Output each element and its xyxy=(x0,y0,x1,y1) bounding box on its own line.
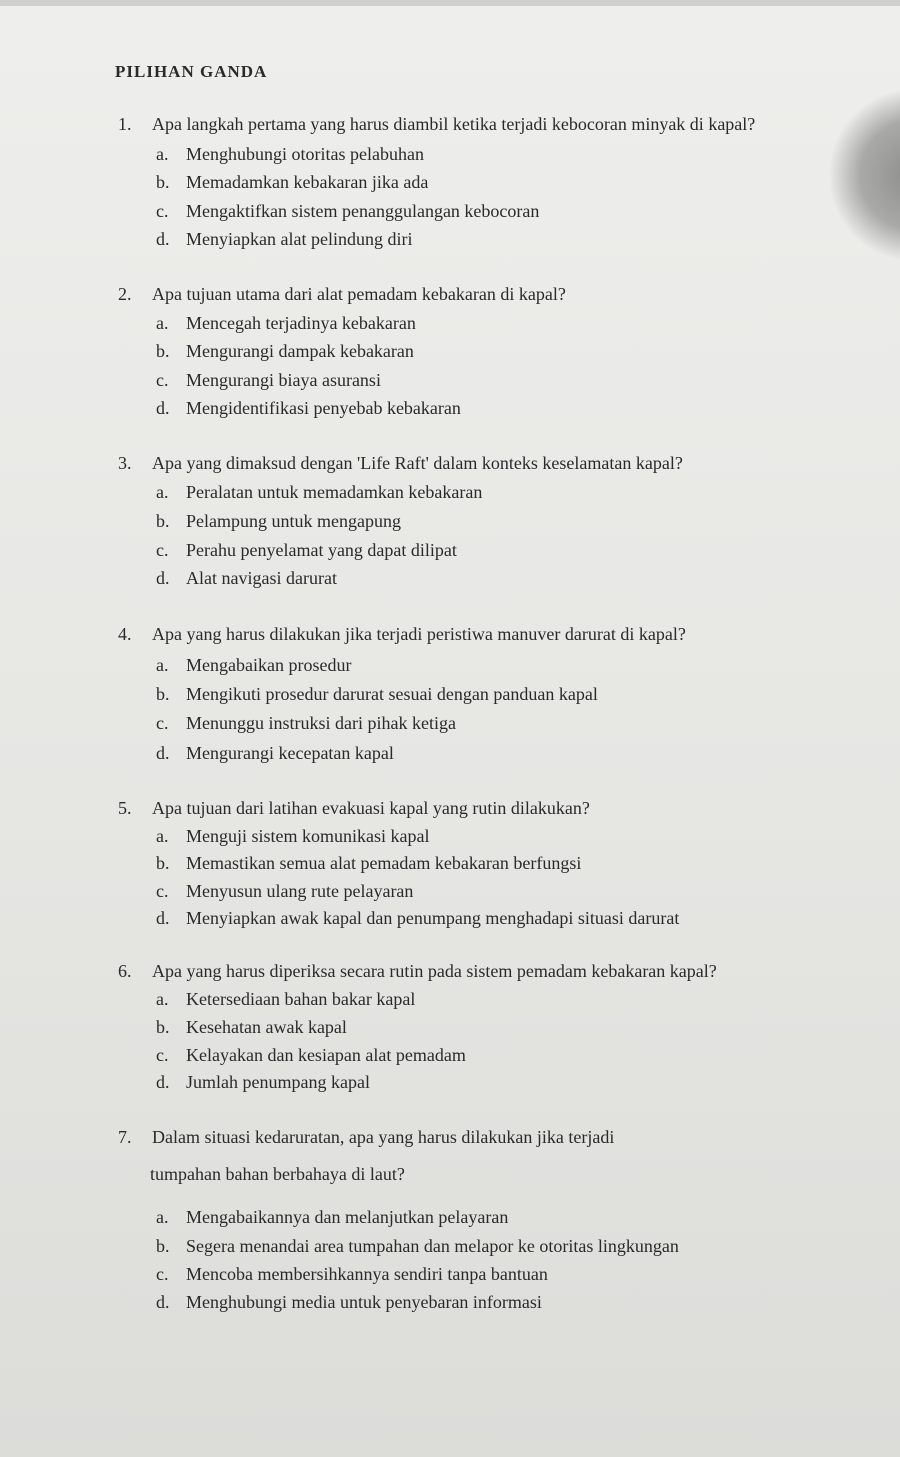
option-3c: c. Perahu penyelamat yang dapat dilipat xyxy=(156,540,457,560)
option-2b: b. Mengurangi dampak kebakaran xyxy=(156,341,414,361)
question-number: 2. xyxy=(118,284,132,304)
option-5c: c. Menyusun ulang rute pelayaran xyxy=(156,881,414,901)
option-4c: c. Menunggu instruksi dari pihak ketiga xyxy=(156,713,456,733)
question-number: 4. xyxy=(118,624,132,644)
question-3 xyxy=(118,453,683,474)
section-heading: PILIHAN GANDA xyxy=(115,62,268,81)
option-5b: b. Memastikan semua alat pemadam kebakaran berfungsi xyxy=(156,853,582,873)
question-text: Apa yang harus dilakukan jika terjadi peristiwa manuver darurat di kapal? xyxy=(152,624,686,644)
question-1 xyxy=(118,114,755,135)
option-1b: b. Memadamkan kebakaran jika ada xyxy=(156,172,429,192)
question-4 xyxy=(118,624,686,645)
question-number: 7. xyxy=(118,1127,132,1147)
question-number: 1. xyxy=(118,114,132,134)
option-6b: b. Kesehatan awak kapal xyxy=(156,1017,347,1037)
option-1c: c. Mengaktifkan sistem penanggulangan kebocoran xyxy=(156,201,540,221)
question-7 xyxy=(118,1127,614,1148)
question-number: 3. xyxy=(118,453,132,473)
page-edge xyxy=(0,0,900,6)
option-7c: c. Mencoba membersihkannya sendiri tanpa bantuan xyxy=(156,1264,548,1284)
question-number: 5. xyxy=(118,798,132,818)
option-4a: a. Mengabaikan prosedur xyxy=(156,655,352,675)
option-5a: a. Menguji sistem komunikasi kapal xyxy=(156,826,430,846)
question-text: Apa langkah pertama yang harus diambil ketika terjadi kebocoran minyak di kapal? xyxy=(152,114,756,134)
option-7b: b. Segera menandai area tumpahan dan melapor ke otoritas lingkungan xyxy=(156,1236,679,1256)
question-7-continuation: tumpahan bahan berbahaya di laut? xyxy=(150,1164,405,1184)
option-1d: d. Menyiapkan alat pelindung diri xyxy=(156,229,413,249)
question-5 xyxy=(118,798,590,819)
option-3a: a. Peralatan untuk memadamkan kebakaran xyxy=(156,482,483,502)
option-7d: d. Menghubungi media untuk penyebaran informasi xyxy=(156,1292,542,1312)
question-text: Apa yang dimaksud dengan 'Life Raft' dalam konteks keselamatan kapal? xyxy=(152,453,683,473)
question-text: Apa tujuan dari latihan evakuasi kapal yang rutin dilakukan? xyxy=(152,798,590,818)
option-6c: c. Kelayakan dan kesiapan alat pemadam xyxy=(156,1045,466,1065)
question-number: 6. xyxy=(118,961,132,981)
option-4b: b. Mengikuti prosedur darurat sesuai dengan panduan kapal xyxy=(156,684,598,704)
question-2 xyxy=(118,284,566,305)
option-3b: b. Pelampung untuk mengapung xyxy=(156,511,401,531)
question-text: Apa yang harus diperiksa secara rutin pada sistem pemadam kebakaran kapal? xyxy=(152,961,717,981)
question-text: Apa tujuan utama dari alat pemadam kebakaran di kapal? xyxy=(152,284,566,304)
page-shadow xyxy=(830,90,900,260)
option-7a: a. Mengabaikannya dan melanjutkan pelayaran xyxy=(156,1207,509,1227)
option-5d: d. Menyiapkan awak kapal dan penumpang menghadapi situasi darurat xyxy=(156,908,680,928)
option-3d: d. Alat navigasi darurat xyxy=(156,568,337,588)
option-2a: a. Mencegah terjadinya kebakaran xyxy=(156,313,416,333)
option-1a: a. Menghubungi otoritas pelabuhan xyxy=(156,144,424,164)
option-2c: c. Mengurangi biaya asuransi xyxy=(156,370,381,390)
question-text: Dalam situasi kedaruratan, apa yang harus dilakukan jika terjadi xyxy=(152,1127,615,1147)
question-6 xyxy=(118,961,717,982)
option-6d: d. Jumlah penumpang kapal xyxy=(156,1072,370,1092)
option-6a: a. Ketersediaan bahan bakar kapal xyxy=(156,989,416,1009)
option-4d: d. Mengurangi kecepatan kapal xyxy=(156,743,394,763)
option-2d: d. Mengidentifikasi penyebab kebakaran xyxy=(156,398,461,418)
